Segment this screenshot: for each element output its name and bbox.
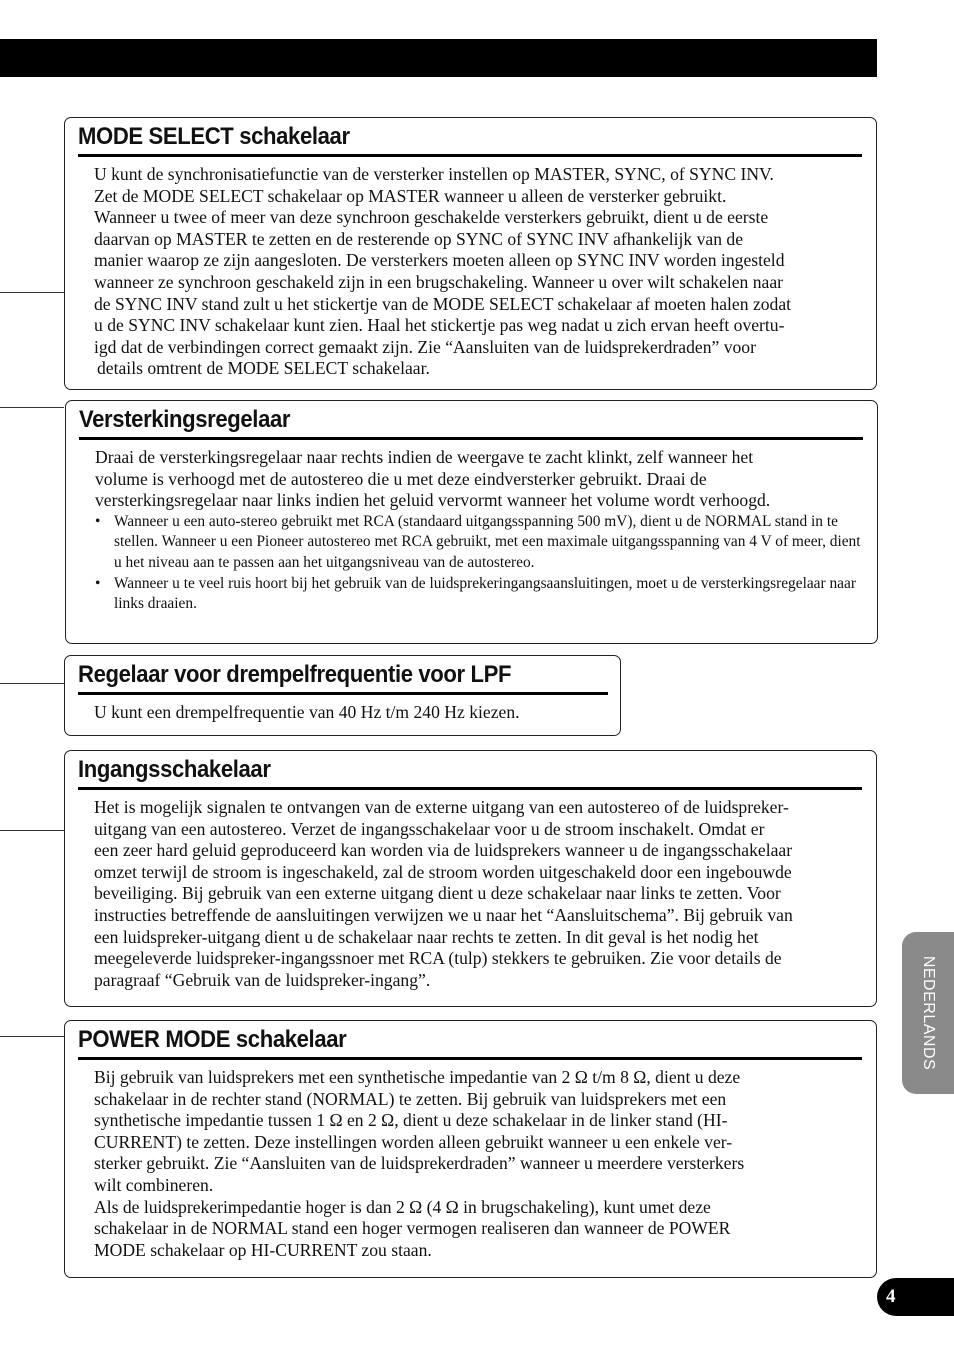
text-line: daarvan op MASTER te zetten en de resterende op SYNC of SYNC INV afhankelijk van de xyxy=(94,228,744,249)
bullet-list xyxy=(95,512,867,615)
title-rule xyxy=(78,787,862,790)
text-line: MODE schakelaar op HI-CURRENT zou staan. xyxy=(94,1239,432,1260)
mode-select-section xyxy=(64,117,877,390)
text-line: wanneer ze synchroon geschakeld zijn in een brugschakeling. Wanneer u over wilt schakelen naar xyxy=(94,271,784,292)
lpf-section xyxy=(64,655,621,736)
title-rule xyxy=(78,1057,862,1060)
text-line: versterkingsregelaar naar links indien het geluid vervormt wanneer het volume wordt verhoogd. xyxy=(95,490,771,511)
text-line: Draai de versterkingsregelaar naar rechts indien de weergave te zacht klinkt, zelf wanneer het xyxy=(95,447,754,467)
leader-line xyxy=(0,830,64,831)
bullet-item: • Wanneer u te veel ruis hoort bij het gebruik van de luidsprekeringangsaansluitingen, moet u de versterkingsregelaar naar links draaien. xyxy=(95,574,867,615)
section-body xyxy=(94,1067,866,1261)
text-line: Wanneer u twee of meer van deze synchroon geschakelde versterkers gebruikt, dient u de eerste xyxy=(94,207,769,228)
section-body xyxy=(95,447,867,615)
power-mode-section xyxy=(64,1020,877,1278)
text-line: Bij gebruik van luidsprekers met een synthetische impedantie van 2 Ω t/m 8 Ω, dient u deze xyxy=(94,1067,741,1087)
text-line: manier waarop ze zijn aangesloten. De versterkers moeten alleen op SYNC INV worden ingesteld xyxy=(94,250,785,271)
text-line: de SYNC INV stand zult u het stickertje van de MODE SELECT schakelaar af moeten halen zodat xyxy=(94,293,792,314)
leader-line xyxy=(0,292,64,293)
text-line: wilt combineren. xyxy=(94,1174,214,1195)
section-body xyxy=(94,797,866,991)
text-line: volume is verhoogd met de autostereo die u met deze eindversterker gebruikt. Draai de xyxy=(95,468,707,489)
text-line: een zeer hard geluid geproduceerd kan worden via de luidsprekers wanneer u de ingangsschakelaar xyxy=(94,840,793,861)
header-bar xyxy=(0,39,877,77)
text-line: Het is mogelijk signalen te ontvangen van de externe uitgang van een autostereo of de luidspreker- xyxy=(94,797,789,817)
language-tab-label: NEDERLANDS xyxy=(920,955,937,1071)
section-title: POWER MODE schakelaar xyxy=(78,1026,347,1053)
text-line: schakelaar in de rechter stand (NORMAL) te zetten. Bij gebruik van luidsprekers met een xyxy=(94,1088,727,1109)
text-line: igd dat de verbindingen correct gemaakt zijn. Zie “Aansluiten van de luidsprekerdraden” voor xyxy=(94,336,756,357)
text-line: U kunt een drempelfrequentie van 40 Hz t/m 240 Hz kiezen. xyxy=(94,702,520,722)
text-line: een luidspreker-uitgang dient u de schakelaar naar rechts te zetten. In dit geval is het nodig het xyxy=(94,926,759,947)
section-title: MODE SELECT schakelaar xyxy=(78,123,350,150)
text-line: CURRENT) te zetten. Deze instellingen worden alleen gebruikt wanneer u een enkele ver- xyxy=(94,1131,733,1152)
ingang-section xyxy=(64,750,877,1007)
text-line: meegeleverde luidspreker-ingangssnoer met RCA (tulp) stekkers te gebruiken. Zie voor details de xyxy=(94,948,782,969)
leader-line xyxy=(0,683,64,684)
section-body xyxy=(94,164,866,380)
text-line: omzet terwijl de stroom is ingeschakeld, zal de stroom worden uitgeschakeld door een ingebouwde xyxy=(94,861,792,882)
text-line: Als de luidsprekerimpedantie hoger is dan 2 Ω (4 Ω in brugschakeling), kunt umet deze xyxy=(94,1196,711,1217)
title-rule xyxy=(78,692,608,695)
title-rule xyxy=(79,437,863,440)
section-title: Versterkingsregelaar xyxy=(79,406,291,433)
language-tab xyxy=(902,932,954,1094)
text-line: Zet de MODE SELECT schakelaar op MASTER wanneer u alleen de versterker gebruikt. xyxy=(94,185,727,206)
text-line: beveiliging. Bij gebruik van een externe uitgang dient u deze schakelaar naar links te zetten. Voor xyxy=(94,883,781,904)
text-line: details omtrent de MODE SELECT schakelaar. xyxy=(97,358,430,379)
bullet-item: • Wanneer u een auto-stereo gebruikt met RCA (standaard uitgangsspanning 500 mV), dient u de NORMAL stand in te stellen. Wanneer u een Pioneer autostereo met RCA gebruikt, met een maximale uitgangsspanning van 4 V of meer, dient u het niveau aan te passen aan het uitgangsniveau van de autostereo. xyxy=(95,512,867,574)
section-title: Regelaar voor drempelfrequentie voor LPF xyxy=(78,661,512,688)
text-line: paragraaf “Gebruik van de luidspreker-ingang”. xyxy=(94,969,431,990)
section-title: Ingangsschakelaar xyxy=(78,756,271,783)
page-number: 4 xyxy=(877,1278,954,1316)
text-line: schakelaar in de NORMAL stand een hoger vermogen realiseren dan wanneer de POWER xyxy=(94,1218,731,1239)
text-line: uitgang van een autostereo. Verzet de ingangsschakelaar voor u de stroom inschakelt. Omdat er xyxy=(94,818,765,839)
leader-line xyxy=(0,1036,64,1037)
versterking-section xyxy=(65,400,878,644)
text-line: u de SYNC INV schakelaar kunt zien. Haal het stickertje pas weg nadat u zich ervan heeft overtu- xyxy=(94,315,785,336)
title-rule xyxy=(78,154,862,157)
text-line: instructies betreffende de aansluitingen verwijzen we u naar het “Aansluitschema”. Bij gebruik van xyxy=(94,904,793,925)
section-body xyxy=(94,702,610,724)
leader-line xyxy=(0,407,64,408)
text-line: synthetische impedantie tussen 1 Ω en 2 Ω, dient u deze schakelaar in de linker stand (HI- xyxy=(94,1110,728,1131)
text-line: U kunt de synchronisatiefunctie van de versterker instellen op MASTER, SYNC, of SYNC INV. xyxy=(94,164,774,184)
text-line: sterker gebruikt. Zie “Aansluiten van de luidsprekerdraden” wanneer u meerdere versterkers xyxy=(94,1153,745,1174)
